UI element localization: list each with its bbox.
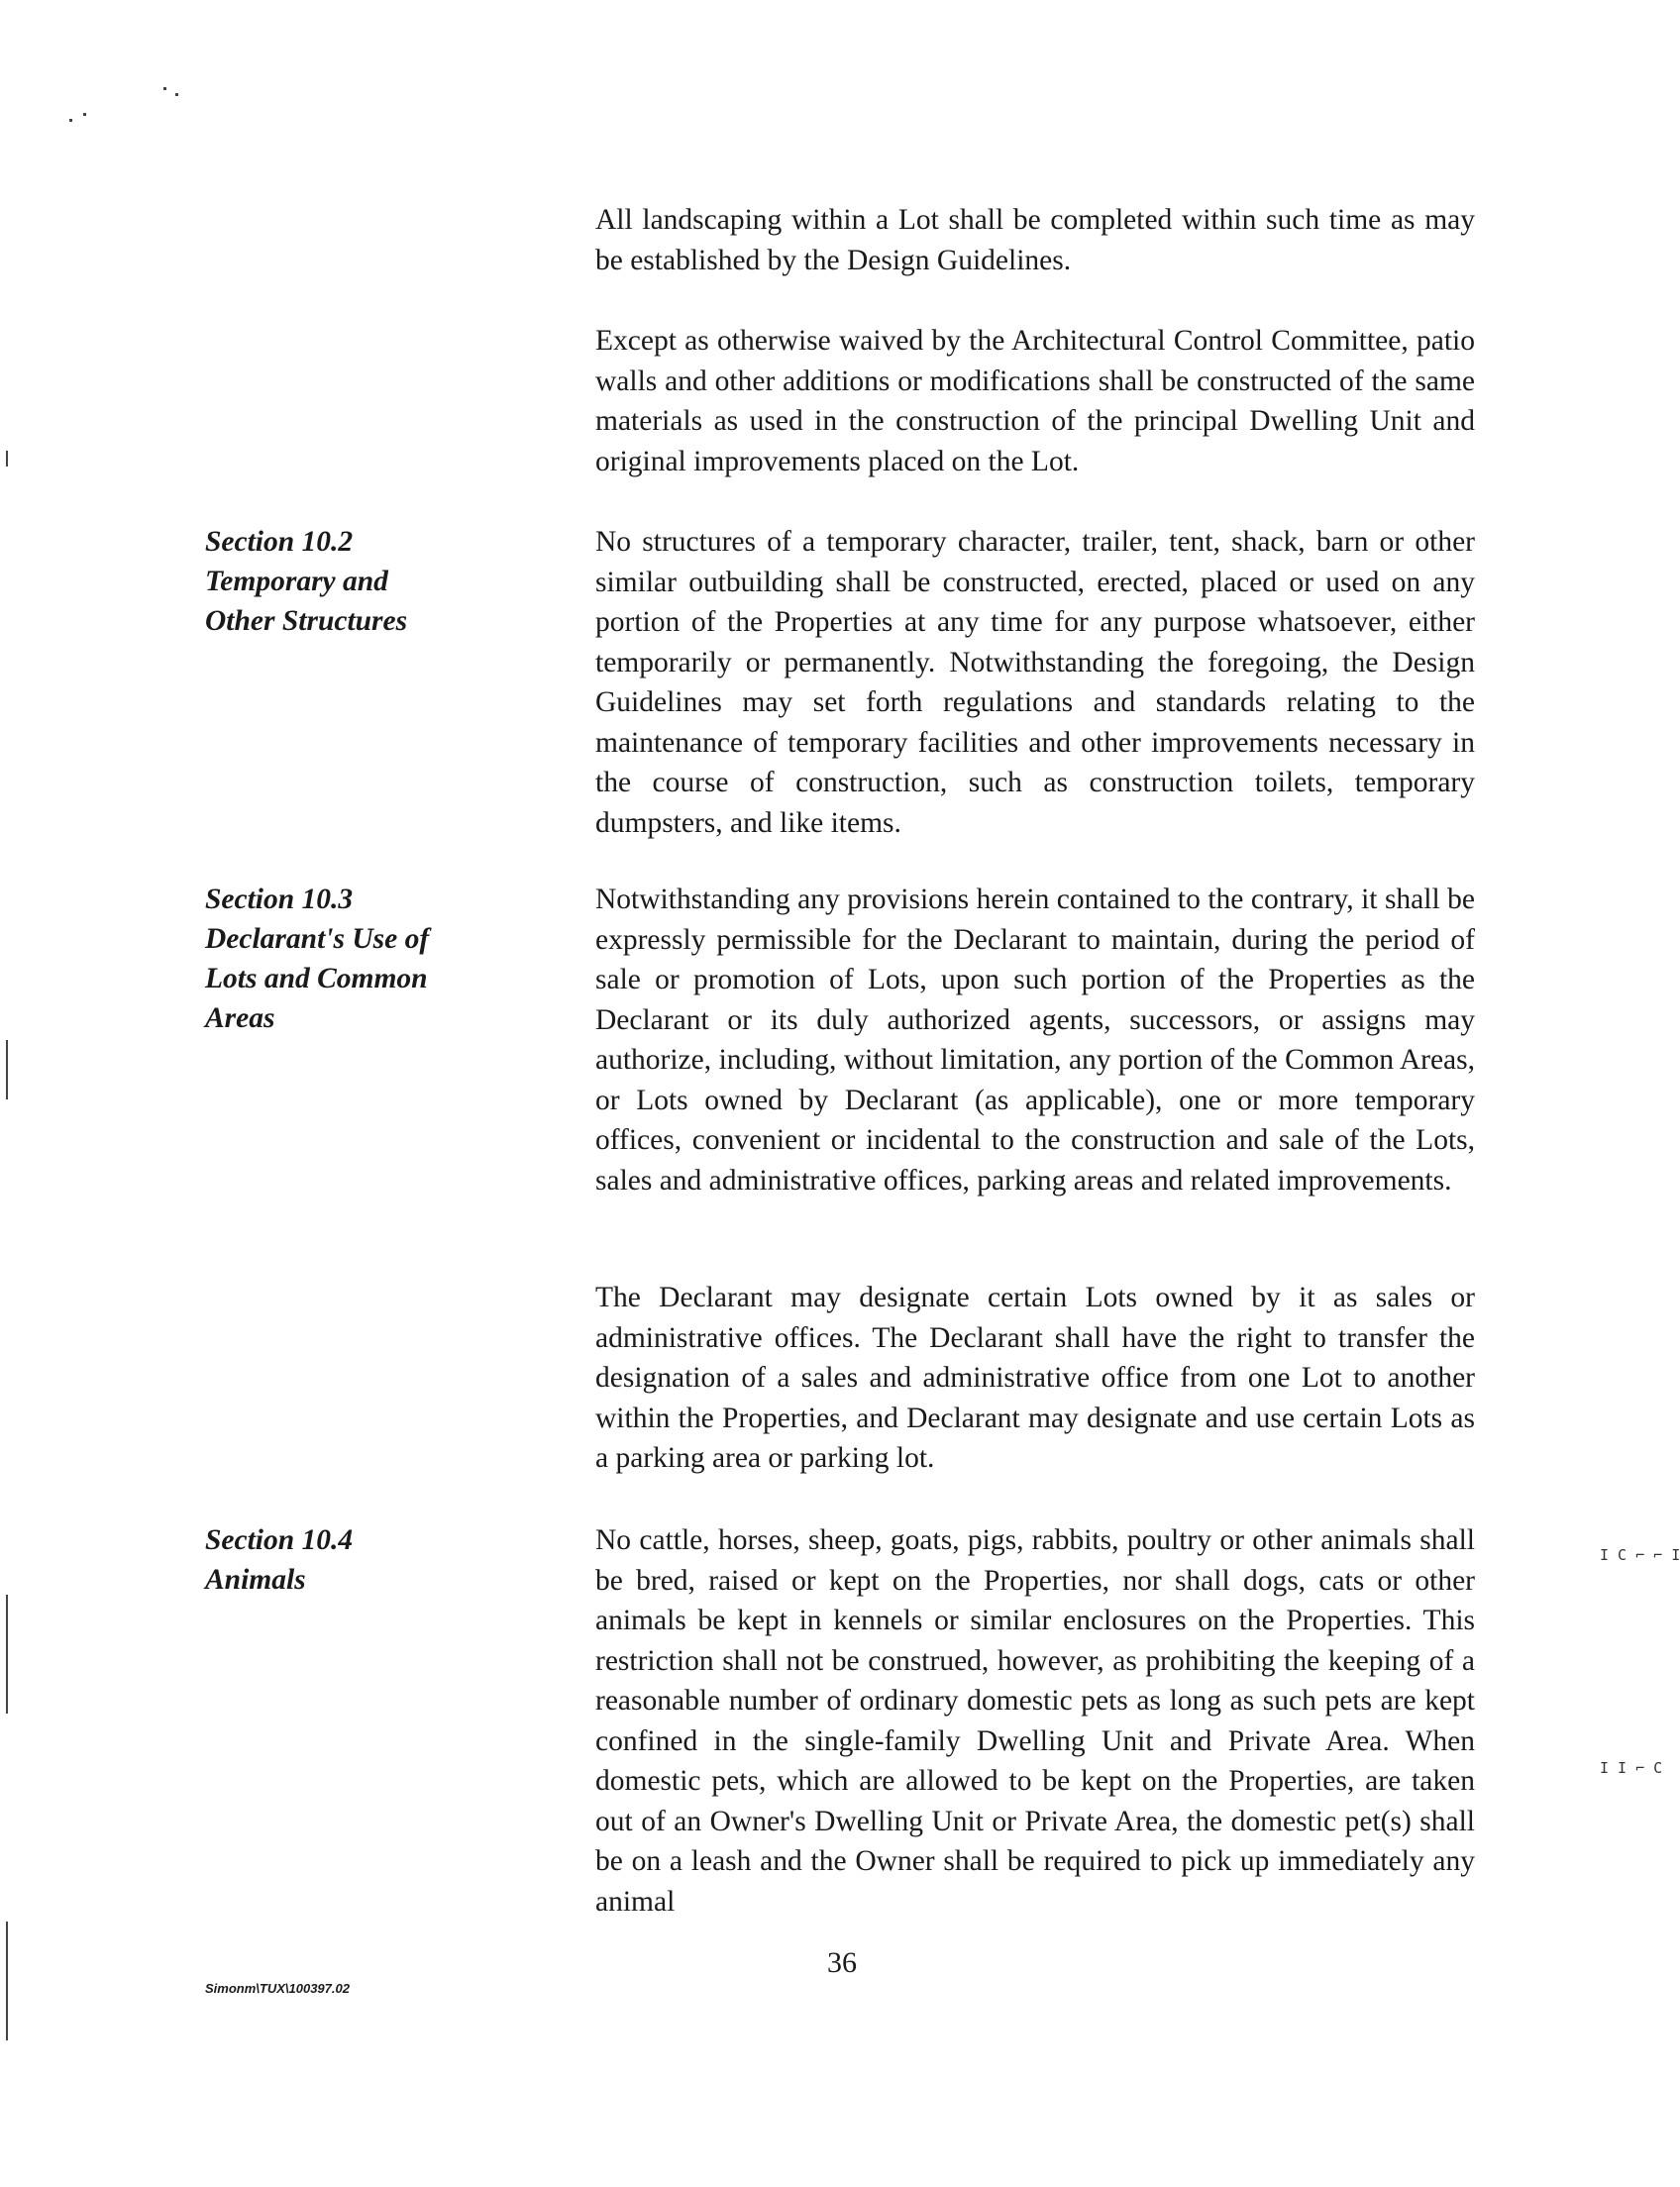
scan-line xyxy=(6,1040,8,1099)
section-title-line: Areas xyxy=(205,1002,275,1034)
section-heading-10-2 xyxy=(205,522,532,641)
section-title-line: Animals xyxy=(205,1564,306,1596)
scan-dot xyxy=(163,87,166,90)
scan-line xyxy=(6,1922,8,2040)
paragraph-sales-offices: The Declarant may designate certain Lots owned by it as sales or administrative offices. The Declarant shall have the right to transfer the designation of a sales and administrative office from one Lot to another within the Properties, and Declarant may designate and use certain Lots as a parking area or parking lot. xyxy=(595,1282,1475,1474)
scan-dot xyxy=(175,93,178,96)
section-number: Section 10.3 xyxy=(205,884,354,915)
paragraph-landscaping: All landscaping within a Lot shall be completed within such time as may be established by the Design Guidelines. xyxy=(595,204,1475,276)
section-title-line: Lots and Common xyxy=(205,963,428,994)
scan-dot xyxy=(83,113,86,116)
scan-line xyxy=(6,1595,8,1714)
section-title-line: Other Structures xyxy=(205,605,408,637)
section-number: Section 10.2 xyxy=(205,526,354,558)
recording-stamp-upper: I C ⌐ ⌐ I xyxy=(1600,1546,1680,1564)
scan-line xyxy=(6,451,8,467)
paragraph-temporary-structures: No structures of a temporary character, trailer, tent, shack, barn or other similar outbuilding shall be constructed, erected, placed or used on any portion of the Properties at any time for any purpose whatsoever, either temporarily or permanently. Notwithstanding the foregoing, the Design Guidelines may set forth regulations and standards relating to the maintenance of temporary facilities and other improvements necessary in the course of construction, such as construction toilets, temporary dumpsters, and like items. xyxy=(595,526,1475,839)
paragraph-patio-walls: Except as otherwise waived by the Architectural Control Committee, patio walls and other additions or modifications shall be constructed of the same materials as used in the construction of the principal Dwelling Unit and original improvements placed on the Lot. xyxy=(595,325,1475,477)
section-title-line: Temporary and xyxy=(205,566,388,597)
scan-dot xyxy=(69,119,72,122)
section-number: Section 10.4 xyxy=(205,1524,354,1556)
section-heading-10-4 xyxy=(205,1520,532,1600)
file-reference: Simonm\TUX\100397.02 xyxy=(205,1981,350,1996)
paragraph-declarant-use: Notwithstanding any provisions herein contained to the contrary, it shall be expressly permissible for the Declarant to maintain, during the period of sale or promotion of Lots, upon such portion of the Properties as the Declarant or its duly authorized agents, successors, or assigns may authorize, including, without limitation, any portion of the Common Areas, or Lots owned by Declarant (as applicable), one or more temporary offices, convenient or incidental to the construction and sale of the Lots, sales and administrative offices, parking areas and related improvements. xyxy=(595,884,1475,1197)
section-title-line: Declarant's Use of xyxy=(205,923,430,955)
page-number: 36 xyxy=(827,1946,857,1979)
recording-stamp-lower: I I ⌐ C xyxy=(1600,1759,1663,1777)
paragraph-animals: No cattle, horses, sheep, goats, pigs, rabbits, poultry or other animals shall be bred, raised or kept on the Properties, nor shall dogs, cats or other animals be kept in kennels or similar enclosures on the Properties. This restriction shall not be construed, however, as prohibiting the keeping of a reasonable number of ordinary domestic pets as long as such pets are kept confined in the single-family Dwelling Unit and Private Area. When domestic pets, which are allowed to be kept on the Properties, are taken out of an Owner's Dwelling Unit or Private Area, the domestic pet(s) shall be on a leash and the Owner shall be required to pick up immediately any animal xyxy=(595,1524,1475,1918)
section-heading-10-3 xyxy=(205,880,532,1038)
